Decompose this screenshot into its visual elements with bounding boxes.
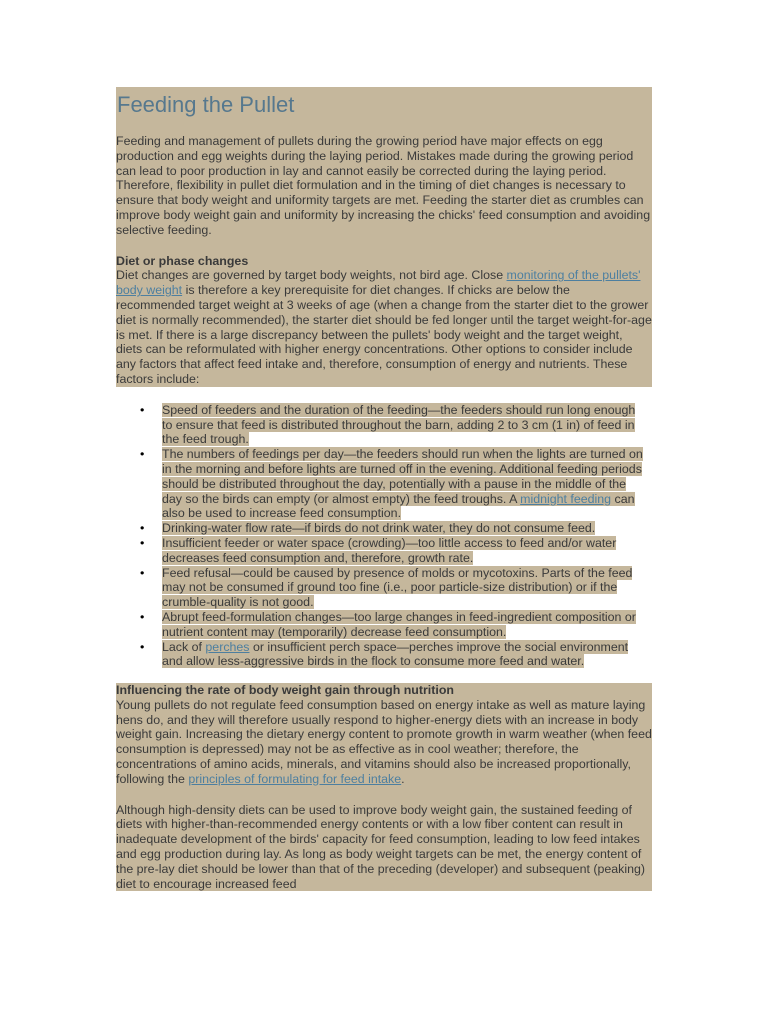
bullet-icon: •: [140, 535, 145, 550]
formulating-feed-intake-link[interactable]: principles of formulating for feed intake: [188, 771, 402, 786]
list-item: • Speed of feeders and the duration of the feeding—the feeders should run long enough to ensure that feed is distributed throughout the barn, adding 2 to 3 cm (1 in) of feed in the feed trough.: [140, 402, 636, 447]
document-page: [116, 87, 652, 891]
diet-phase-heading: Diet or phase changes: [116, 253, 249, 268]
perches-link[interactable]: perches: [205, 639, 250, 654]
list-item: • Feed refusal—could be caused by presence of molds or mycotoxins. Parts of the feed may not be consumed if ground too fine (i.e., poor particle-size distribution) or if the crumble-quality is not good.: [140, 565, 633, 610]
bullet-icon: •: [140, 639, 145, 654]
intro-block: [116, 87, 652, 387]
nutrition-paragraph-1: Young pullets do not regulate feed consumption based on energy intake as well as mature laying hens do, and they will therefore usually respond to higher-energy diets with an increase in body weight gain. Increasing the dietary energy content to promote growth in warm weather (when feed consumption is depressed) may not be as effective as in cool weather; therefore, the concentrations of amino acids, minerals, and vitamins should also be increased proportionally, following the principles of formulating for feed intake.: [116, 697, 652, 786]
list-item: • Insufficient feeder or water space (crowding)—too little access to feed and/or water decreases feed consumption and, therefore, growth rate.: [140, 535, 617, 565]
bullet-icon: •: [140, 447, 145, 462]
nutrition-paragraph-2: Although high-density diets can be used to improve body weight gain, the sustained feeding of diets with higher-than-recommended energy contents or with a low fiber content can result in inadequate development of the birds' capacity for feed consumption, leading to low feed intakes and egg production during lay. As long as body weight targets can be met, the energy content of the pre-lay diet should be lower than that of the preceding (developer) and subsequent (peaking) diet to encourage increased feed: [116, 802, 646, 891]
monitoring-body-weight-link[interactable]: monitoring of the pullets' body weight: [116, 268, 641, 298]
bullet-icon: •: [140, 565, 145, 580]
bullet-icon: •: [140, 609, 145, 624]
intro-paragraph: Feeding and management of pullets during the growing period have major effects on egg production and egg weights during the laying period. Mistakes made during the growing period can lead to poor production in lay and cannot easily be corrected during the laying period. Therefore, flexibility in pullet diet formulation and in the timing of diet changes is necessary to ensure that body weight and uniformity targets are met. Feeding the starter diet as crumbles can improve body weight gain and uniformity by increasing the chicks' feed consumption and avoiding selective feeding.: [116, 134, 651, 237]
bullet-icon: •: [140, 402, 145, 417]
factors-list: [116, 403, 652, 669]
list-item: • Abrupt feed-formulation changes—too large changes in feed-ingredient composition or nutrient content may (temporarily) decrease feed consumption.: [140, 609, 636, 639]
nutrition-heading: Influencing the rate of body weight gain through nutrition: [116, 683, 454, 698]
list-item: • Lack of perches or insufficient perch space—perches improve the social environment and allow less-aggressive birds in the flock to consume more feed and water.: [140, 639, 629, 669]
diet-phase-paragraph: Diet changes are governed by target body weights, not bird age. Close monitoring of the pullets' body weight is therefore a key prerequisite for diet changes. If chicks are below the recommended target weight at 3 weeks of age (when a change from the starter diet to the grower diet is normally recommended), the starter diet should be fed longer until the target weight-for-age is met. If there is a large discrepancy between the pullets' body weight and the target weight, diets can be reformulated with higher energy concentrations. Other options to consider include any factors that affect feed intake and, therefore, consumption of energy and nutrients. These factors include:: [116, 268, 652, 386]
page-title: Feeding the Pullet: [117, 92, 295, 117]
bullet-icon: •: [140, 521, 145, 536]
list-item: • The numbers of feedings per day—the feeders should run when the lights are turned on in the morning and before lights are turned off in the evening. Additional feeding periods should be distributed throughout the day, potentially with a pause in the middle of the day so the birds can empty (or almost empty) the feed troughs. A midnight feeding can also be used to increase feed consumption.: [140, 447, 643, 521]
midnight-feeding-link[interactable]: midnight feeding: [520, 491, 612, 506]
list-item: • Drinking-water flow rate—if birds do not drink water, they do not consume feed.: [140, 521, 596, 536]
nutrition-block: [116, 683, 652, 891]
